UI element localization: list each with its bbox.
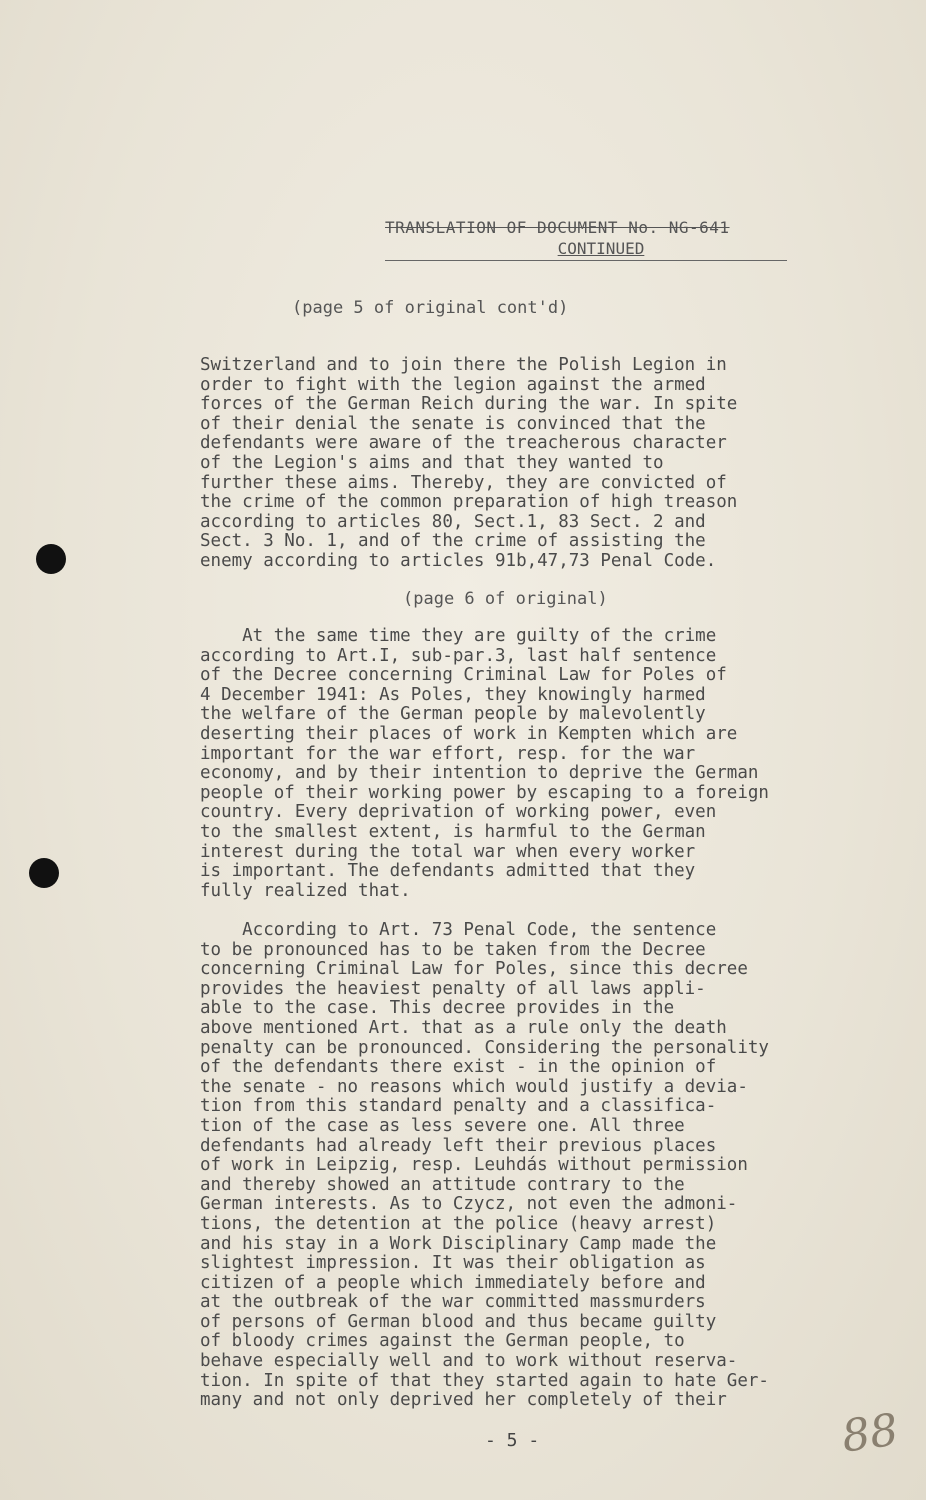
text-line: Switzerland and to join there the Polish Legion in	[200, 355, 727, 375]
text-line: to be pronounced has to be taken from the Decree	[200, 939, 706, 960]
text-line: German interests. As to Czycz, not even the admoni-	[200, 1194, 738, 1215]
punch-hole	[36, 544, 66, 574]
text-line: the crime of the common preparation of high treason	[200, 492, 738, 513]
text-line: important for the war effort, resp. for the war	[200, 743, 696, 764]
text-line: At the same time they are guilty of the crime	[200, 626, 717, 646]
header-rule	[385, 260, 787, 261]
header-continued: CONTINUED	[557, 239, 645, 258]
text-line: of persons of German blood and thus became guilty	[200, 1311, 717, 1332]
text-line: enemy according to articles 91b,47,73 Penal Code.	[200, 550, 717, 571]
text-line: behave especially well and to work without reserva-	[200, 1351, 738, 1372]
text-line: order to fight with the legion against the armed	[200, 374, 706, 395]
text-line: further these aims. Thereby, they are convicted of	[200, 472, 727, 493]
text-line: many and not only deprived her completely of their	[200, 1390, 727, 1411]
text-line: provides the heaviest penalty of all laws appli-	[200, 978, 706, 999]
text-line: fully realized that.	[200, 880, 411, 901]
text-line: of the Legion's aims and that they wanted to	[200, 452, 664, 473]
text-line: country. Every deprivation of working power, even	[200, 802, 717, 823]
text-line: tion. In spite of that they started again to hate Ger-	[200, 1370, 769, 1391]
text-line: 4 December 1941: As Poles, they knowingly harmed	[200, 684, 706, 705]
text-line: of bloody crimes against the German people, to	[200, 1331, 685, 1352]
page-number: - 5 -	[485, 1430, 540, 1451]
text-line: according to articles 80, Sect.1, 83 Sect. 2 and	[200, 511, 706, 532]
handwritten-page-mark: 88	[838, 1404, 902, 1463]
text-line: tions, the detention at the police (heavy arrest)	[200, 1213, 717, 1234]
text-line: defendants had already left their previous places	[200, 1135, 717, 1156]
text-line: at the outbreak of the war committed massmurders	[200, 1292, 706, 1313]
document-header	[385, 218, 787, 261]
text-line: citizen of a people which immediately before and	[200, 1272, 706, 1293]
text-line: the welfare of the German people by malevolently	[200, 704, 706, 725]
paragraph-1	[200, 356, 840, 572]
text-line: tion from this standard penalty and a classifica-	[200, 1096, 717, 1117]
text-line: according to Art.I, sub-par.3, last half sentence	[200, 645, 717, 666]
text-line: economy, and by their intention to deprive the German	[200, 763, 759, 784]
text-line: above mentioned Art. that as a rule only the death	[200, 1017, 727, 1038]
text-line: and thereby showed an attitude contrary to the	[200, 1174, 685, 1195]
text-line: of work in Leipzig, resp. Leuhdás without permission	[200, 1155, 748, 1176]
punch-hole	[29, 858, 59, 888]
text-line: interest during the total war when every worker	[200, 841, 696, 862]
paragraph-2	[200, 627, 840, 901]
paragraph-3	[200, 921, 840, 1411]
text-line: slightest impression. It was their obligation as	[200, 1253, 706, 1274]
text-line: of the Decree concerning Criminal Law for Poles of	[200, 665, 727, 686]
text-line: people of their working power by escaping to a foreign	[200, 782, 769, 803]
header-title: TRANSLATION OF DOCUMENT No. NG-641	[385, 218, 730, 237]
text-line: to the smallest extent, is harmful to the German	[200, 821, 706, 842]
text-line: forces of the German Reich during the war. In spite	[200, 394, 738, 415]
text-line: penalty can be pronounced. Considering the personality	[200, 1037, 769, 1058]
text-line: According to Art. 73 Penal Code, the sentence	[200, 920, 717, 940]
text-line: Sect. 3 No. 1, and of the crime of assisting the	[200, 531, 706, 552]
text-line: and his stay in a Work Disciplinary Camp made the	[200, 1233, 717, 1254]
text-line: concerning Criminal Law for Poles, since this decree	[200, 959, 748, 980]
text-line: able to the case. This decree provides in the	[200, 998, 675, 1019]
text-line: of the defendants there exist - in the opinion of	[200, 1057, 717, 1078]
subhead-page5: (page 5 of original cont'd)	[292, 298, 569, 318]
text-line: the senate - no reasons which would justify a devia-	[200, 1076, 748, 1097]
text-line: is important. The defendants admitted that they	[200, 861, 696, 882]
text-line: defendants were aware of the treacherous character	[200, 433, 727, 454]
text-line: deserting their places of work in Kempten which are	[200, 723, 738, 744]
subhead-page6: (page 6 of original)	[403, 589, 608, 609]
text-line: tion of the case as less severe one. All three	[200, 1115, 685, 1136]
text-line: of their denial the senate is convinced that the	[200, 413, 706, 434]
